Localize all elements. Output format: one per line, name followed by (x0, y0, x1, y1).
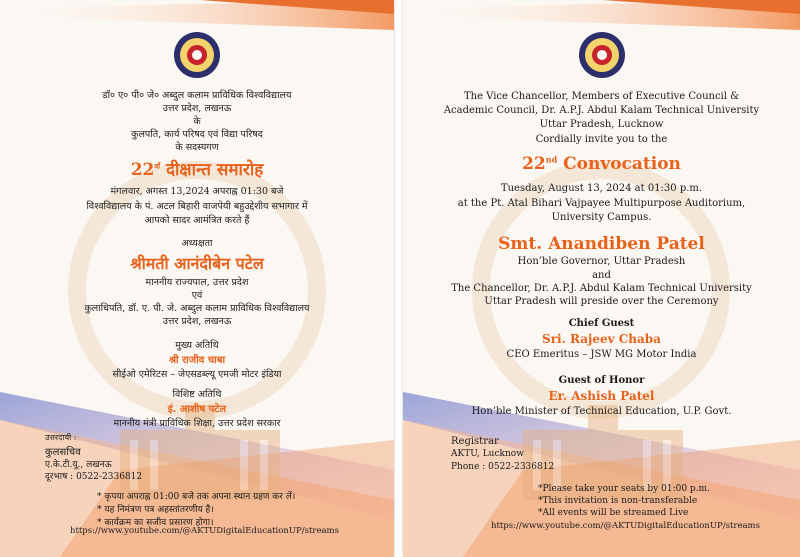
en-chief-guest-desc: CEO Emeritus – JSW MG Motor India (506, 349, 697, 360)
hi-phone: दूरभाष : 0522-2336812 (45, 472, 143, 482)
hi-university-name: डॉ० ए० पी० जे० अब्दुल कलाम प्राविधिक विश्वविद्यालय (102, 90, 292, 101)
hi-responsible-label: उत्तरदायी : (45, 433, 77, 442)
en-note-3: *All events will be streamed Live (538, 508, 689, 518)
hi-city: उत्तर प्रदेश, लखनऊ (162, 103, 232, 114)
en-guest-of-honor-name: Er. Ashish Patel (548, 389, 655, 403)
en-line-4: Cordially invite you to the (535, 134, 668, 145)
en-chancellor-1: The Chancellor, Dr. A.P.J. Abdul Kalam Technical University (451, 283, 752, 294)
hi-special-guest-label: विशिष्ट अतिथि (172, 389, 222, 400)
hi-note-2: * यह निमंत्रण पत्र अहस्तांतरणीय है। (97, 505, 214, 515)
hi-members: के सदस्यगण (175, 142, 219, 153)
hi-conv-suffix: वाँ (154, 161, 161, 171)
en-governor: Hon’ble Governor, Uttar Pradesh (517, 256, 686, 267)
hi-and: एवं (191, 290, 203, 301)
hi-conv-word: दीक्षान्त समारोह (166, 160, 264, 180)
hi-date: मंगलवार, अगस्त 13,2024 अपराह्न 01:30 बजे (110, 186, 284, 197)
en-convocation-title (403, 154, 800, 174)
hi-chancellor-1: कुलाधिपति, डॉ. ए. पी. जे. अब्दुल कलाम प्राविधिक विश्वविद्यालय (84, 303, 310, 314)
en-chief-guest-label: Chief Guest (568, 318, 635, 329)
en-registrar: Registrar (451, 436, 499, 447)
hi-chief-guest-name: श्री राजीव चाबा (168, 355, 226, 366)
hi-venue-1: विश्वविद्यालय के पं. अटल बिहारी वाजपेयी बहुउद्देशीय सभागार में (86, 201, 308, 212)
en-line-1: The Vice Chancellor, Members of Executive Council & (463, 91, 740, 102)
hi-ke: के (193, 116, 201, 127)
en-note-1: *Please take your seats by 01:00 p.m. (538, 484, 710, 494)
en-chief-guest-name: Sri. Rajeev Chaba (542, 332, 661, 346)
en-conv-suffix: nd (545, 154, 558, 165)
en-conv-number: 22 (522, 154, 546, 174)
hi-chief-name: श्रीमती आनंदीबेन पटेल (130, 254, 264, 273)
hi-stream-link[interactable]: https://www.youtube.com/@AKTUDigitalEducationUP/streams (70, 526, 339, 536)
hi-presiding-label: अध्यक्षता (181, 238, 213, 249)
en-venue-2: University Campus. (551, 212, 652, 223)
en-date: Tuesday, August 13, 2024 at 01:30 p.m. (500, 183, 703, 194)
en-chief-name: Smt. Anandiben Patel (498, 234, 705, 254)
hi-convocation-title (0, 157, 394, 180)
hi-bodies: कुलपति, कार्य परिषद एवं विद्या परिषद (131, 129, 263, 140)
en-note-2: *This invitation is non-transferable (538, 496, 698, 506)
hi-chancellor-2: उत्तर प्रदेश, लखनऊ (162, 316, 232, 327)
hi-special-guest-desc: माननीय मंत्री प्राविधिक शिक्षा, उत्तर प्रदेश सरकार (113, 418, 281, 429)
hi-chief-guest-label: मुख्य अतिथि (175, 340, 219, 351)
en-phone: Phone : 0522-2336812 (451, 462, 555, 472)
hi-address: ए.के.टी.यू., लखनऊ (45, 460, 112, 470)
en-guest-of-honor-label: Guest of Honor (558, 375, 645, 386)
hi-governor: माननीय राज्यपाल, उत्तर प्रदेश (145, 277, 249, 288)
en-and: and (592, 270, 611, 281)
en-address: AKTU, Lucknow (451, 449, 524, 459)
hi-special-guest-name: इं. आशीष पटेल (167, 404, 227, 415)
en-chancellor-2: Uttar Pradesh will preside over the Ceremony (484, 296, 719, 307)
hi-venue-2: आपको सादर आमंत्रित करते हैं (144, 215, 250, 226)
en-line-2: Academic Council, Dr. A.P.J. Abdul Kalam Technical University (443, 105, 760, 116)
en-line-3: Uttar Pradesh, Lucknow (539, 119, 664, 130)
en-venue-1: at the Pt. Atal Bihari Vajpayee Multipurpose Auditorium, (457, 198, 746, 209)
en-stream-link[interactable]: https://www.youtube.com/@AKTUDigitalEducationUP/streams (491, 521, 760, 531)
en-guest-of-honor-desc: Hon’ble Minister of Technical Education, U.P. Govt. (471, 406, 732, 417)
hi-conv-number: 22 (130, 160, 155, 180)
hi-chief-guest-desc: सीईओ एमेरिटस – जेएसडब्ल्यू एमजी मोटर इंडिया (112, 369, 282, 380)
hindi-invitation-card (0, 0, 394, 557)
hi-note-3: * कार्यक्रम का सजीव प्रसारण होगा। (97, 518, 214, 528)
university-emblem-icon (172, 30, 222, 80)
hi-registrar: कुलसचिव (45, 447, 81, 458)
english-invitation-card (403, 0, 800, 557)
hi-note-1: * कृपया अपराह्न 01:00 बजे तक अपना स्थान ग्रहण कर लें। (97, 492, 296, 502)
university-emblem-icon (577, 30, 627, 80)
en-conv-word: Convocation (557, 154, 681, 174)
